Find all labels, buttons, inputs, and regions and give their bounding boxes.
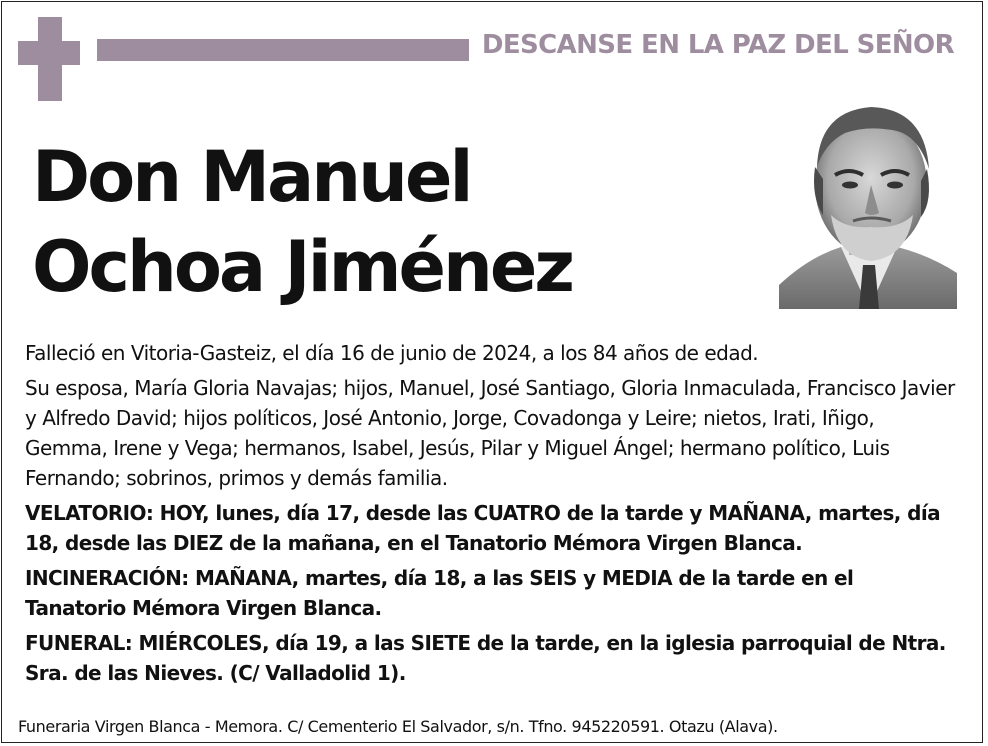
deceased-name-line2: Ochoa Jiménez — [32, 226, 573, 308]
header-title: DESCANSE EN LA PAZ DEL SEÑOR — [481, 30, 954, 60]
header-band — [97, 39, 469, 61]
deceased-name-line1: Don Manuel — [32, 136, 471, 218]
portrait-icon — [779, 97, 957, 309]
incineracion-notice: INCINERACIÓN: MAÑANA, martes, día 18, a las SEIS y MEDIA de la tarde en el Tanatorio Mémora Virgen Blanca. — [25, 566, 854, 620]
funeral-notice: FUNERAL: MIÉRCOLES, día 19, a las SIETE de la tarde, en la iglesia parroquial de Ntra. Sra. de las Nieves. (C/ Valladolid 1). — [25, 631, 946, 685]
velatorio-notice: VELATORIO: HOY, lunes, día 17, desde las CUATRO de la tarde y MAÑANA, martes, día 18, desde las DIEZ de la mañana, en el Tanatorio Mémora Virgen Blanca. — [25, 501, 941, 555]
obituary-body — [25, 338, 955, 693]
deceased-name — [32, 132, 752, 312]
cross-icon-bar — [18, 41, 80, 65]
death-notice: Falleció en Vitoria-Gasteiz, el día 16 de junio de 2024, a los 84 años de edad. — [25, 341, 759, 365]
portrait-photo — [779, 97, 957, 309]
funeral-home-footer: Funeraria Virgen Blanca - Memora. C/ Cementerio El Salvador, s/n. Tfno. 945220591. Otazu (Alava). — [18, 717, 778, 736]
family-list: Su esposa, María Gloria Navajas; hijos, Manuel, José Santiago, Gloria Inmaculada, Francisco Javier y Alfredo David; hijos políticos, José Antonio, Jorge, Covadonga y Leire; nietos, Irati, Iñigo, Gemma, Irene y Vega; hermanos, Isabel, Jesús, Pilar y Miguel Ángel; hermano político, Luis Fernando; sobrinos, primos y demás familia. — [25, 376, 955, 490]
